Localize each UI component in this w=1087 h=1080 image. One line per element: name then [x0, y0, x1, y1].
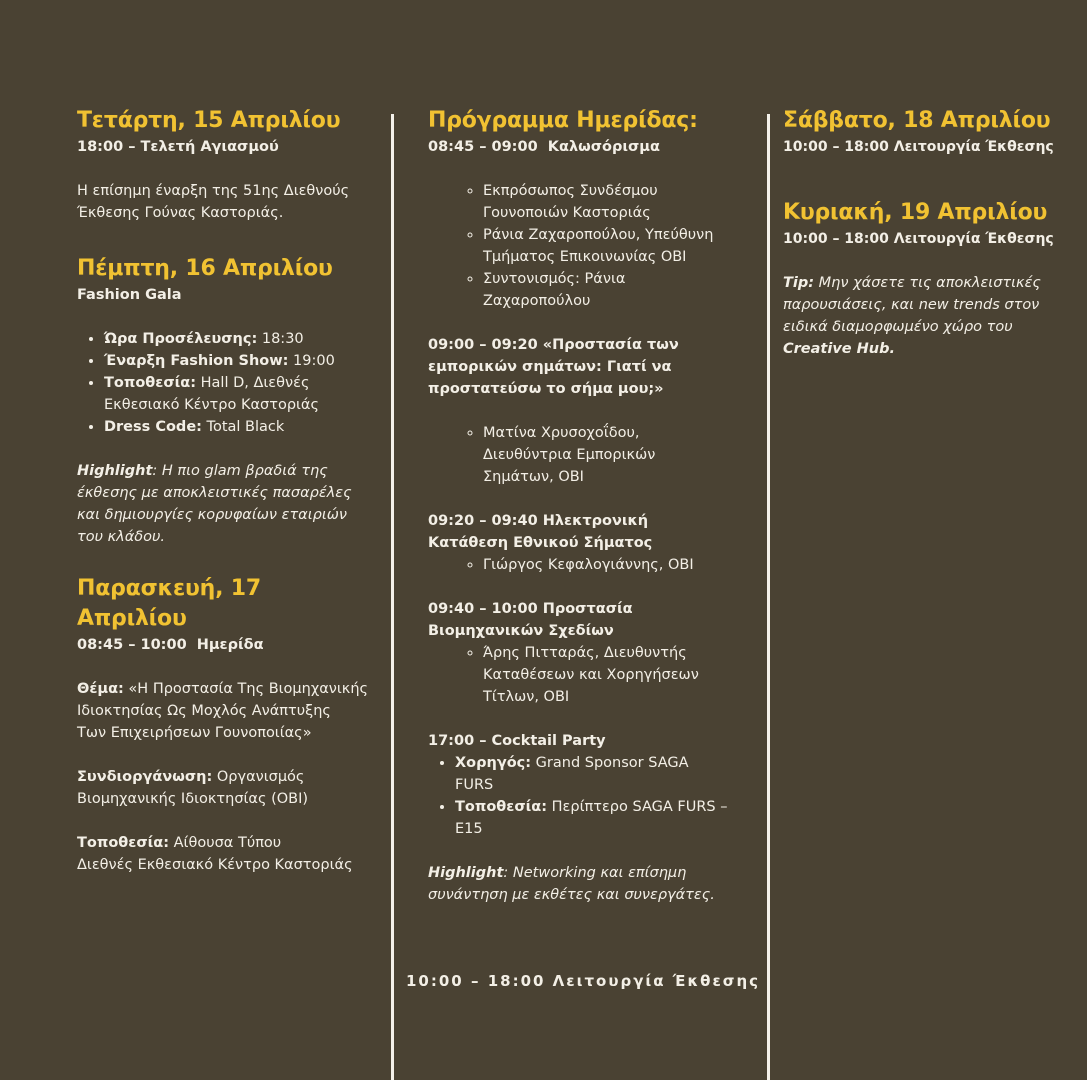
friday-co-organization: Συνδιοργάνωση: Οργανισμός Βιομηχανικής Ιδιοκτησίας (ΟΒΙ) — [77, 769, 309, 807]
list-item: • Έναρξη Fashion Show: 19:00 — [104, 350, 377, 372]
list-item: ◦ Γιώργος Κεφαλογιάννης, ΟΒΙ — [483, 554, 748, 576]
session-heading: 08:45 – 09:00 Καλωσόρισμα — [428, 139, 660, 155]
list-item: ◦ Ματίνα Χρυσοχοΐδου, Διευθύντρια Εμπορικών Σημάτων, ΟΒΙ — [483, 422, 748, 488]
exhibition-hours-footer: 10:00 – 18:00 Λειτουργία Έκθεσης — [406, 972, 761, 990]
column-right — [783, 106, 1068, 360]
day-subtitle-sunday: 10:00 – 18:00 Λειτουργία Έκθεσης — [783, 231, 1054, 247]
session-speakers-list — [428, 554, 748, 576]
list-item: • Χορηγός: Grand Sponsor SAGA FURS — [455, 752, 748, 796]
day-title-thursday: Πέμπτη, 16 Απριλίου — [77, 256, 333, 281]
day-title-wednesday: Τετάρτη, 15 Απριλίου — [77, 108, 341, 133]
column-left — [77, 106, 377, 876]
list-item: ◦ Άρης Πιτταράς, Διευθυντής Καταθέσεων και Χορηγήσεων Τίτλων, ΟΒΙ — [483, 642, 748, 708]
list-item: • Τοποθεσία: Hall D, Διεθνές Εκθεσιακό Κέντρο Καστοριάς — [104, 372, 377, 416]
day-subtitle-friday: 08:45 – 10:00 Ημερίδα — [77, 637, 264, 653]
day-subtitle-thursday: Fashion Gala — [77, 287, 182, 303]
cocktail-highlight: Highlight: Networking και επίσημη συνάντηση με εκθέτες και συνεργάτες. — [428, 865, 715, 903]
day-title-saturday: Σάββατο, 18 Απριλίου — [783, 108, 1051, 133]
thursday-details-list — [77, 328, 377, 438]
seminar-program-title: Πρόγραμμα Ημερίδας: — [428, 108, 698, 133]
wednesday-description: Η επίσημη έναρξη της 51ης Διεθνούς Έκθεσης Γούνας Καστοριάς. — [77, 183, 350, 221]
session-heading: 17:00 – Cocktail Party — [428, 733, 606, 749]
day-subtitle-saturday: 10:00 – 18:00 Λειτουργία Έκθεσης — [783, 139, 1054, 155]
list-item: • Dress Code: Total Black — [104, 416, 377, 438]
session-heading: 09:00 – 09:20 «Προστασία των εμπορικών σημάτων: Γιατί να προστατεύσω το σήμα μου;» — [428, 337, 679, 397]
column-divider-left — [391, 114, 394, 1080]
session-heading: 09:40 – 10:00 Προστασία Βιομηχανικών Σχεδίων — [428, 601, 633, 639]
session-speakers-list — [428, 180, 748, 312]
session-heading: 09:20 – 09:40 Ηλεκτρονική Κατάθεση Εθνικού Σήματος — [428, 513, 653, 551]
friday-location: Τοποθεσία: Αίθουσα Τύπου Διεθνές Εκθεσιακό Κέντρο Καστοριάς — [77, 835, 353, 873]
day-title-sunday: Κυριακή, 19 Απριλίου — [783, 200, 1048, 225]
day-subtitle-wednesday: 18:00 – Τελετή Αγιασμού — [77, 139, 279, 155]
friday-theme: Θέμα: «Η Προστασία Της Βιομηχανικής Ιδιοκτησίας Ως Μοχλός Ανάπτυξης Των Επιχειρήσεων Γουνοποιίας» — [77, 681, 369, 741]
session-speakers-list — [428, 422, 748, 488]
session-speakers-list — [428, 642, 748, 708]
list-item: ◦ Συντονισμός: Ράνια Ζαχαροπούλου — [483, 268, 748, 312]
cocktail-details-list — [428, 752, 748, 840]
column-divider-right — [767, 114, 770, 1080]
thursday-highlight: Highlight: Η πιο glam βραδιά της έκθεσης με αποκλειστικές πασαρέλες και δημιουργίες κορυφαίων εταιριών του κλάδου. — [77, 463, 352, 545]
list-item: • Ώρα Προσέλευσης: 18:30 — [104, 328, 377, 350]
tip-note: Tip: Μην χάσετε τις αποκλειστικές παρουσιάσεις, και new trends στον ειδικά διαμορφωμένο χώρο του Creative Hub. — [783, 275, 1041, 357]
list-item: ◦ Εκπρόσωπος Συνδέσμου Γουνοποιών Καστοριάς — [483, 180, 748, 224]
column-middle — [428, 106, 748, 906]
day-title-friday: Παρασκευή, 17 Απριλίου — [77, 576, 261, 631]
list-item: • Τοποθεσία: Περίπτερο SAGA FURS – E15 — [455, 796, 748, 840]
list-item: ◦ Ράνια Ζαχαροπούλου, Υπεύθυνη Τμήματος Επικοινωνίας ΟΒΙ — [483, 224, 748, 268]
